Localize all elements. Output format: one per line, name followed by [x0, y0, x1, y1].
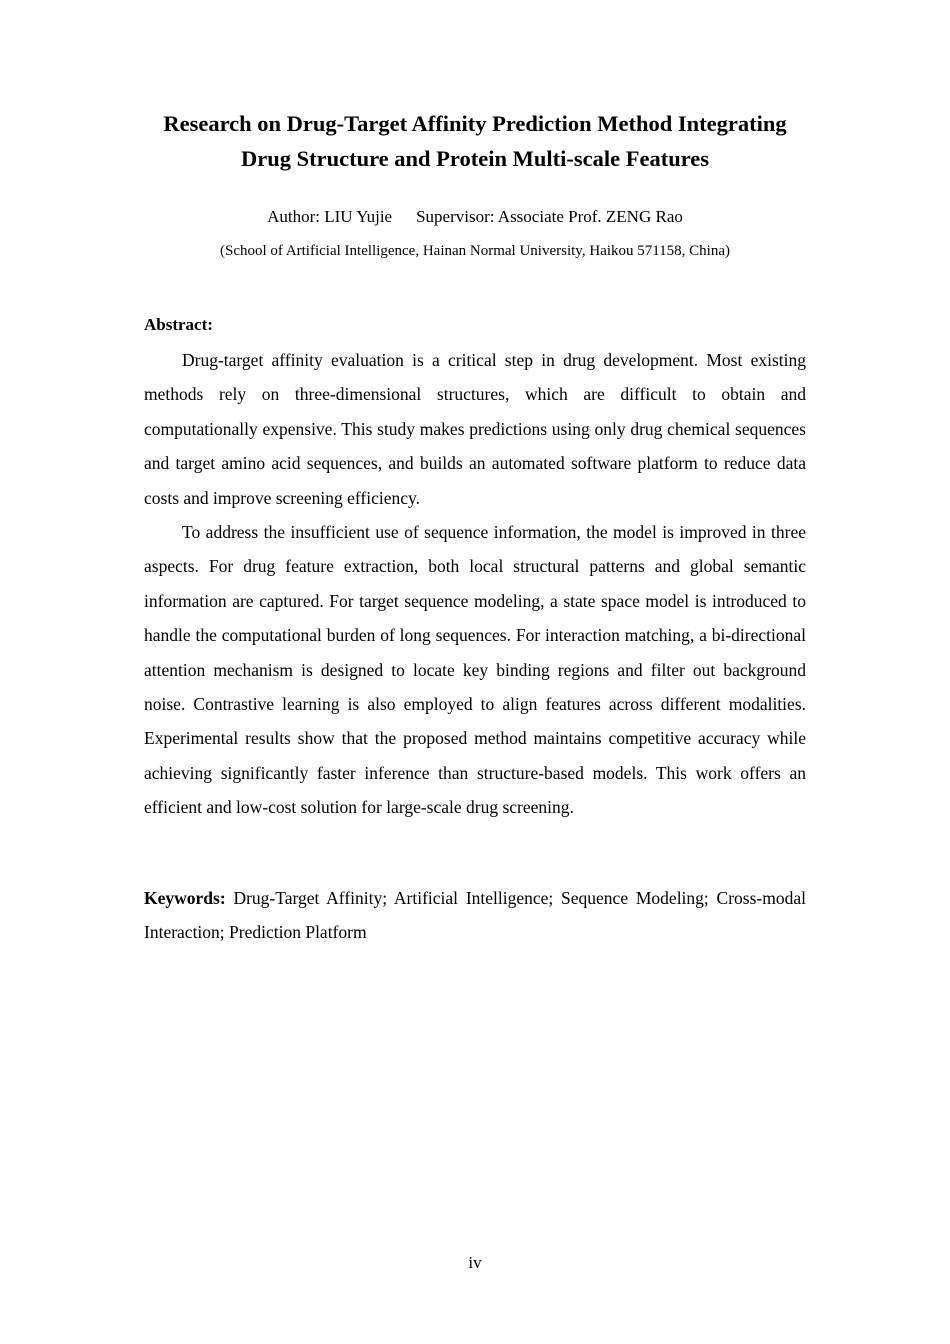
paper-title: [130, 106, 820, 176]
supervisor-name: Supervisor: Associate Prof. ZENG Rao: [416, 207, 683, 226]
paper-title-line-2: Drug Structure and Protein Multi-scale Features: [240, 146, 710, 171]
keywords-label: Keywords:: [144, 888, 226, 908]
affiliation: (School of Artificial Intelligence, Hainan Normal University, Haikou 571158, China): [219, 243, 730, 259]
abstract-heading: Abstract:: [144, 315, 213, 334]
author-line: [0, 204, 950, 230]
abstract-paragraph-1: Drug-target affinity evaluation is a critical step in drug development. Most existing methods rely on three-dimensional structures, which are difficult to obtain and computationally expensive. This study makes predictions using only drug chemical sequences and target amino acid sequences, and builds an automated software platform to reduce data costs and improve screening efficiency.: [144, 350, 806, 508]
paper-title-line-1: Research on Drug-Target Affinity Prediction Method Integrating: [163, 111, 787, 136]
abstract-paragraph-2: To address the insufficient use of sequence information, the model is improved in three aspects. For drug feature extraction, both local structural patterns and global semantic information are captured. For target sequence modeling, a state space model is introduced to handle the computational burden of long sequences. For interaction matching, a bi-directional attention mechanism is designed to locate key binding regions and filter out background noise. Contrastive learning is also employed to align features across different modalities. Experimental results show that the proposed method maintains competitive accuracy while achieving significantly faster inference than structure-based models. This work offers an efficient and low-cost solution for large-scale drug screening.: [144, 522, 806, 818]
page-number: iv: [468, 1253, 482, 1272]
author-name: Author: LIU Yujie: [267, 207, 393, 226]
keywords-text: Drug-Target Affinity; Artificial Intelligence; Sequence Modeling; Cross-modal Interaction; Prediction Platform: [144, 888, 806, 943]
abstract-body: [144, 343, 806, 825]
keywords: [144, 881, 806, 950]
